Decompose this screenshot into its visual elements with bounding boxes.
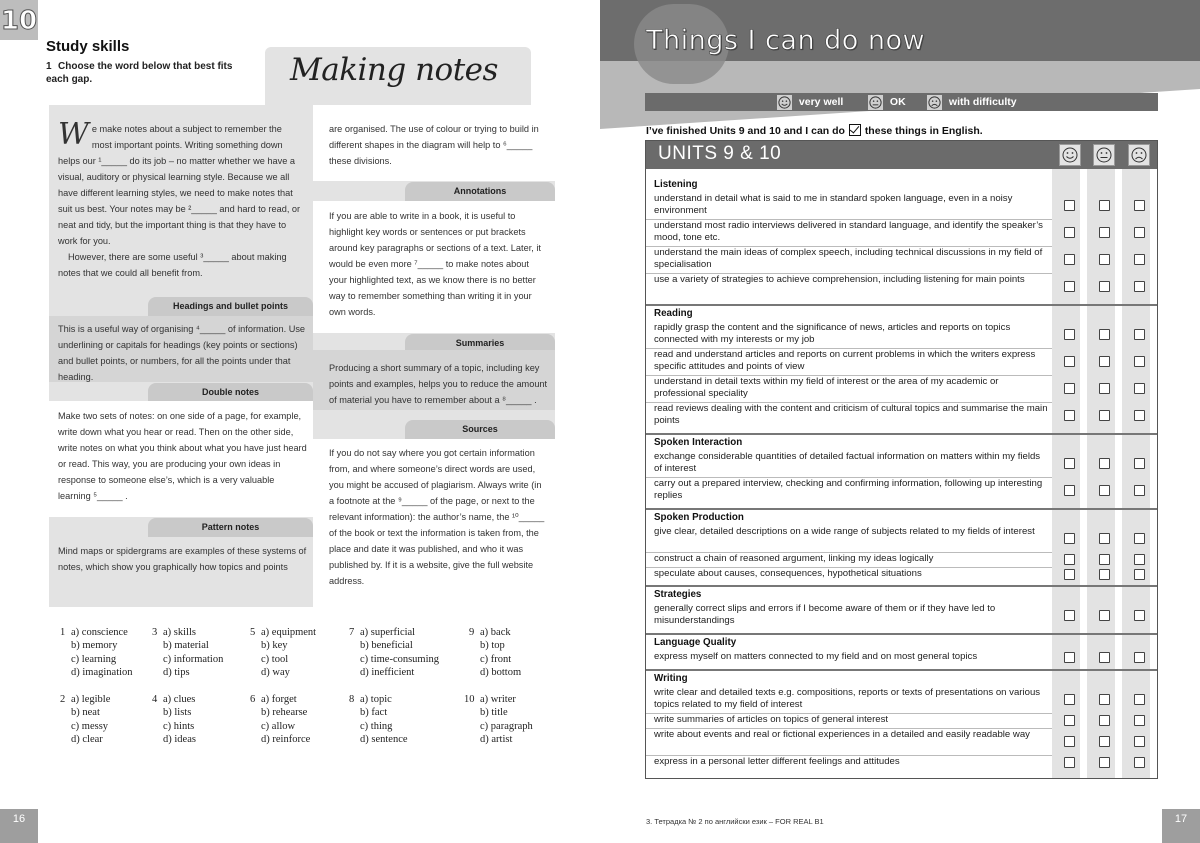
- ok-checkbox[interactable]: [1099, 736, 1110, 747]
- answer-group: [250, 693, 360, 746]
- can-do-statement: understand most radio interviews delivered in standard language, and identify the speaker’s mood, tone etc.: [654, 220, 1043, 243]
- very-well-checkbox[interactable]: [1064, 458, 1075, 469]
- very-well-checkbox[interactable]: [1064, 383, 1075, 394]
- option-b[interactable]: b) memory: [71, 640, 118, 652]
- ok-checkbox[interactable]: [1099, 715, 1110, 726]
- finished-text-before: I’ve finished Units 9 and 10 and I can do: [646, 125, 845, 137]
- making-notes-title: Making notes: [290, 52, 498, 88]
- ok-checkbox[interactable]: [1099, 569, 1110, 580]
- can-do-statement: express in a personal letter different feelings and attitudes: [654, 756, 900, 767]
- with-difficulty-checkbox[interactable]: [1134, 694, 1145, 705]
- can-do-statement: carry out a prepared interview, checking and confirming information, following up interesting replies: [654, 478, 1043, 501]
- instruction-text: Choose the word below that best fits each gap.: [46, 61, 233, 85]
- can-do-statement: construct a chain of reasoned argument, linking my ideas logically: [654, 553, 934, 564]
- pattern-notes-tab: Pattern notes: [148, 518, 313, 537]
- ok-checkbox[interactable]: [1099, 694, 1110, 705]
- category-heading: Language Quality: [654, 637, 737, 648]
- finished-statement: [646, 124, 983, 137]
- with-difficulty-checkbox[interactable]: [1134, 485, 1145, 496]
- option-c[interactable]: c) paragraph: [480, 720, 533, 732]
- ok-checkbox[interactable]: [1099, 383, 1110, 394]
- sad-face-icon: [927, 95, 942, 110]
- self-assessment-table: [645, 140, 1158, 779]
- option-b[interactable]: b) title: [480, 707, 508, 719]
- ok-checkbox[interactable]: [1099, 200, 1110, 211]
- can-do-statement: generally correct slips and errors if I become aware of them or if they have led to misunderstandings: [654, 603, 996, 626]
- ok-checkbox[interactable]: [1099, 652, 1110, 663]
- with-difficulty-checkbox[interactable]: [1134, 458, 1145, 469]
- can-do-statement: express myself on matters connected to my field and on most general topics: [654, 651, 978, 662]
- very-well-checkbox[interactable]: [1064, 227, 1075, 238]
- with-difficulty-checkbox[interactable]: [1134, 329, 1145, 340]
- with-difficulty-checkbox[interactable]: [1134, 715, 1145, 726]
- exercise-instruction: [46, 61, 246, 86]
- ok-checkbox[interactable]: [1099, 458, 1110, 469]
- ok-checkbox[interactable]: [1099, 533, 1110, 544]
- option-c[interactable]: c) learning: [71, 653, 117, 665]
- very-well-checkbox[interactable]: [1064, 281, 1075, 292]
- table-header: [646, 141, 1157, 169]
- legend-ok: [868, 93, 906, 111]
- answer-number: 5: [250, 627, 256, 638]
- option-d[interactable]: d) imagination: [71, 666, 133, 678]
- with-difficulty-checkbox[interactable]: [1134, 757, 1145, 768]
- answer-number: 1: [60, 627, 66, 638]
- intro-paragraph: [58, 117, 304, 281]
- option-d[interactable]: d) inefficient: [360, 666, 415, 678]
- option-b[interactable]: b) beneficial: [360, 640, 413, 652]
- option-b[interactable]: b) fact: [360, 707, 388, 719]
- ok-checkbox[interactable]: [1099, 329, 1110, 340]
- double-notes-text: Make two sets of notes: on one side of a page, for example, write down what you hear or read. Then on the other side, write notes on what you think about what you have just heard or read. This way, you are producing your own ideas in response to someone else’s, which is a very valuable learning ⁵_____ .: [58, 411, 307, 501]
- page-number-right: 17: [1162, 809, 1200, 843]
- legend-bar: [645, 93, 1158, 111]
- option-d[interactable]: d) way: [261, 666, 290, 678]
- category-separator: [646, 508, 1157, 510]
- can-do-statement: write clear and detailed texts e.g. compositions, reports or texts of presentations on various topics related to my field of interest: [654, 687, 1041, 710]
- annotations-text: If you are able to write in a book, it is useful to highlight key words or sentences or put brackets around key paragraphs or sections of a text. Later, it would be even more ⁷_____ to make notes about your highlighted text, as we know there is no better way to remember something than writing it in your own words.: [329, 211, 541, 317]
- legend-label: very well: [798, 96, 844, 108]
- footer-note: 3. Тетрадка № 2 по английски език – FOR REAL B1: [646, 817, 824, 826]
- ok-checkbox[interactable]: [1099, 485, 1110, 496]
- option-a[interactable]: a) equipment: [261, 627, 317, 638]
- summaries-text: Producing a short summary of a topic, including key points and examples, helps you to reduce the amount of material you have to remember about a ⁸_____ .: [329, 363, 548, 405]
- with-difficulty-checkbox[interactable]: [1134, 533, 1145, 544]
- sources-tab: Sources: [405, 420, 555, 439]
- answer-number: 10: [464, 694, 475, 705]
- intro-text: e make notes about a subject to remember the most important points. Writing something down helps our ¹_____ do its job – no matter whether we have a visual, auditory or physical learning style. Because we all have different learning styles, we need to make notes that suit us best. Your notes may be ²_____ and hard to read, or neat and tidy, but the important thing is that they have to work for you.: [58, 124, 301, 246]
- dropcap-letter: W: [58, 117, 89, 152]
- option-a[interactable]: a) skills: [163, 627, 196, 638]
- with-difficulty-checkbox[interactable]: [1134, 736, 1145, 747]
- with-difficulty-checkbox[interactable]: [1134, 569, 1145, 580]
- very-well-checkbox[interactable]: [1064, 736, 1075, 747]
- option-d[interactable]: d) clear: [71, 733, 103, 745]
- with-difficulty-checkbox[interactable]: [1134, 200, 1145, 211]
- option-c[interactable]: c) time-consuming: [360, 653, 440, 665]
- category-heading: Writing: [654, 673, 688, 684]
- with-difficulty-checkbox[interactable]: [1134, 254, 1145, 265]
- ok-checkbox[interactable]: [1099, 227, 1110, 238]
- annotations-tab: Annotations: [405, 182, 555, 201]
- unit-number-badge: 10: [0, 0, 38, 40]
- col2-intro-text: are organised. The use of colour or trying to build in different shapes in the diagram will help to ⁶_____ these divisions.: [329, 124, 539, 166]
- ok-checkbox[interactable]: [1099, 281, 1110, 292]
- legend-label: with difficulty: [948, 96, 1017, 108]
- option-c[interactable]: c) tool: [261, 653, 289, 665]
- option-a[interactable]: a) clues: [163, 694, 196, 705]
- with-difficulty-checkbox[interactable]: [1134, 652, 1145, 663]
- category-separator: [646, 433, 1157, 435]
- category-heading: Listening: [654, 179, 698, 190]
- can-do-statement: rapidly grasp the content and the significance of news, articles and reports on topics connected with my interests or my job: [654, 322, 1011, 345]
- option-a[interactable]: a) superficial: [360, 627, 416, 638]
- option-c[interactable]: c) thing: [360, 720, 393, 732]
- ok-checkbox[interactable]: [1099, 254, 1110, 265]
- legend-with-difficulty: [927, 93, 1017, 111]
- with-difficulty-checkbox[interactable]: [1134, 383, 1145, 394]
- option-a[interactable]: a) topic: [360, 694, 392, 705]
- option-a[interactable]: a) forget: [261, 694, 297, 705]
- answer-group: [152, 626, 262, 679]
- can-do-statement: write about events and real or fictional experiences in a detailed and easily readable way: [654, 729, 1030, 740]
- option-b[interactable]: b) rehearse: [261, 707, 308, 719]
- very-well-checkbox[interactable]: [1064, 694, 1075, 705]
- headings-tab: Headings and bullet points: [148, 297, 313, 316]
- very-well-checkbox[interactable]: [1064, 200, 1075, 211]
- with-difficulty-checkbox[interactable]: [1134, 610, 1145, 621]
- category-heading: Reading: [654, 308, 693, 319]
- can-do-statement: exchange considerable quantities of detailed factual information on matters within my fields of interest: [654, 451, 1041, 474]
- neutral-face-icon: [1093, 144, 1115, 166]
- category-separator: [646, 669, 1157, 671]
- category-heading: Strategies: [654, 589, 702, 600]
- ok-checkbox[interactable]: [1099, 554, 1110, 565]
- page-number-left: 16: [0, 809, 38, 843]
- pattern-notes-text: Mind maps or spidergrams are examples of these systems of notes, which show you graphically how topics and points: [58, 546, 307, 572]
- option-a[interactable]: a) back: [480, 627, 511, 638]
- option-d[interactable]: d) bottom: [480, 666, 522, 678]
- summaries-tab: Summaries: [405, 334, 555, 353]
- with-difficulty-checkbox[interactable]: [1134, 410, 1145, 421]
- option-d[interactable]: d) sentence: [360, 733, 408, 745]
- option-d[interactable]: d) artist: [480, 733, 513, 745]
- can-do-statement: write summaries of articles on topics of general interest: [654, 714, 889, 725]
- answer-number: 2: [60, 694, 66, 705]
- checked-box-icon: [849, 124, 861, 136]
- can-do-statement: use a variety of strategies to achieve comprehension, including listening for main points: [654, 274, 1025, 285]
- can-do-statement: read reviews dealing with the content and criticism of cultural topics and summarise the main points: [654, 403, 1048, 426]
- answer-number: 9: [469, 627, 475, 638]
- happy-face-icon: [777, 95, 792, 110]
- option-b[interactable]: b) neat: [71, 707, 100, 719]
- sad-face-icon: [1128, 144, 1150, 166]
- sources-text: If you do not say where you got certain information from, and where someone’s direct words are used, you might be accused of plagiarism. Always write (in a footnote at the ⁹_____ of the page, or next to the relevant information): the author’s name, the ¹⁰_____ of the book or text the information is taken from, the place and date it was published, and who it was published by. If it is a website, give the full website address.: [329, 448, 545, 586]
- can-do-statement: give clear, detailed descriptions on a wide range of subjects related to my fields of interest: [654, 526, 1035, 537]
- section-title: Study skills: [46, 38, 130, 55]
- option-a[interactable]: a) writer: [480, 694, 516, 705]
- option-b[interactable]: b) key: [261, 640, 288, 652]
- answer-number: 4: [152, 694, 158, 705]
- very-well-checkbox[interactable]: [1064, 356, 1075, 367]
- ok-checkbox[interactable]: [1099, 757, 1110, 768]
- option-a[interactable]: a) conscience: [71, 627, 128, 638]
- answer-group: [349, 693, 459, 746]
- option-c[interactable]: c) allow: [261, 720, 296, 732]
- answer-group: [349, 626, 459, 679]
- finished-text-after: these things in English.: [864, 125, 983, 137]
- category-heading: Spoken Production: [654, 512, 744, 523]
- neutral-face-icon: [868, 95, 883, 110]
- option-c[interactable]: c) messy: [71, 720, 109, 732]
- exercise-number: 1: [46, 61, 52, 72]
- can-do-statement: speculate about causes, consequences, hypothetical situations: [654, 568, 922, 579]
- answer-number: 8: [349, 694, 355, 705]
- category-heading: Spoken Interaction: [654, 437, 743, 448]
- double-notes-tab: Double notes: [148, 383, 313, 402]
- very-well-checkbox[interactable]: [1064, 254, 1075, 265]
- can-do-statement: understand in detail what is said to me in standard spoken language, even in a noisy environment: [654, 193, 1013, 216]
- very-well-checkbox[interactable]: [1064, 329, 1075, 340]
- headings-text: This is a useful way of organising ⁴_____ of information. Use underlining or capitals for headings (key points or sections) and bullet points, or numbers, for all the points under that heading.: [58, 324, 306, 382]
- very-well-checkbox[interactable]: [1064, 554, 1075, 565]
- answer-number: 6: [250, 694, 256, 705]
- with-difficulty-checkbox[interactable]: [1134, 281, 1145, 292]
- option-d[interactable]: d) tips: [163, 666, 190, 678]
- ok-checkbox[interactable]: [1099, 610, 1110, 621]
- page-title: Things I can do now: [646, 25, 926, 56]
- very-well-checkbox[interactable]: [1064, 757, 1075, 768]
- can-do-statement: understand the main ideas of complex speech, including technical discussions in my field of specialisation: [654, 247, 1043, 270]
- happy-face-icon: [1059, 144, 1081, 166]
- option-c[interactable]: c) hints: [163, 720, 195, 732]
- answer-group: [464, 693, 574, 746]
- very-well-checkbox[interactable]: [1064, 485, 1075, 496]
- right-page: [600, 0, 1200, 843]
- legend-very-well: [777, 93, 843, 111]
- with-difficulty-checkbox[interactable]: [1134, 227, 1145, 238]
- answer-number: 3: [152, 627, 158, 638]
- very-well-checkbox[interactable]: [1064, 410, 1075, 421]
- category-separator: [646, 633, 1157, 635]
- ok-checkbox[interactable]: [1099, 410, 1110, 421]
- option-c[interactable]: c) front: [480, 653, 512, 665]
- option-c[interactable]: c) information: [163, 653, 224, 665]
- very-well-checkbox[interactable]: [1064, 533, 1075, 544]
- answer-group: [469, 626, 579, 679]
- legend-label: OK: [889, 96, 906, 108]
- answer-group: [250, 626, 360, 679]
- ok-checkbox[interactable]: [1099, 356, 1110, 367]
- option-b[interactable]: b) material: [163, 640, 209, 652]
- option-d[interactable]: d) reinforce: [261, 733, 311, 745]
- very-well-checkbox[interactable]: [1064, 715, 1075, 726]
- very-well-checkbox[interactable]: [1064, 610, 1075, 621]
- can-do-statement: read and understand articles and reports on current problems in which the writers express specific attitudes and points of view: [654, 349, 1036, 372]
- can-do-statement: understand in detail texts within my field of interest or the area of my academic or professional speciality: [654, 376, 999, 399]
- option-b[interactable]: b) top: [480, 640, 505, 652]
- very-well-checkbox[interactable]: [1064, 652, 1075, 663]
- option-d[interactable]: d) ideas: [163, 733, 196, 745]
- answer-number: 7: [349, 627, 355, 638]
- answer-group: [152, 693, 262, 746]
- with-difficulty-checkbox[interactable]: [1134, 356, 1145, 367]
- intro-text-2: However, there are some useful ³_____ about making notes that we could all benefit from.: [58, 252, 287, 278]
- option-a[interactable]: a) legible: [71, 694, 111, 705]
- category-separator: [646, 585, 1157, 587]
- option-b[interactable]: b) lists: [163, 707, 192, 719]
- very-well-checkbox[interactable]: [1064, 569, 1075, 580]
- with-difficulty-checkbox[interactable]: [1134, 554, 1145, 565]
- table-title: UNITS 9 & 10: [658, 143, 782, 164]
- category-separator: [646, 304, 1157, 306]
